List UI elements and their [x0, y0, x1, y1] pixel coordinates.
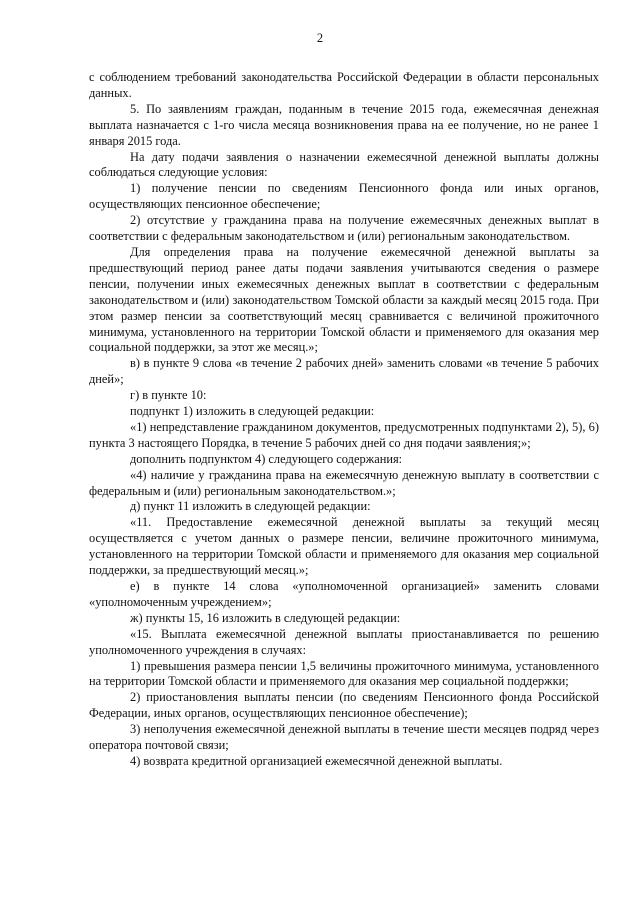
paragraph-15: е) в пункте 14 слова «уполномоченной организацией» заменить словами «уполномоченным учреждением»; [89, 579, 599, 609]
paragraph-2: 5. По заявлениям граждан, поданным в течение 2015 года, ежемесячная денежная выплата назначается с 1-го числа месяца возникновения права на ее получение, но не ранее 1 января 2015 года. [89, 101, 599, 148]
paragraph-19: 2) приостановления выплаты пенсии (по сведениям Пенсионного фонда Российской Федерации, иных органов, осуществляющих пенсионное обеспечение); [89, 690, 599, 721]
paragraph-6: Для определения права на получение ежемесячной денежной выплаты за предшествующий период ранее даты подачи заявления учитываются сведения о размере пенсии, получении иных ежемесячных денежных выплат в соответствии с федеральным законодательством и (или) законодательством Томской области за каждый месяц 2015 года. При этом размер пенсии за соответствующий месяц сравнивается с величиной прожиточного минимума, установленного на территории Томской области и применяемого для оказания мер социальной поддержки, за этот же месяц.»; [89, 244, 599, 355]
paragraph-11: дополнить подпунктом 4) следующего содержания: [130, 451, 403, 466]
paragraph-9: подпункт 1) изложить в следующей редакции: [130, 404, 375, 419]
paragraph-10: «1) непредставление гражданином документов, предусмотренных подпунктами 2), 5), 6) пункта 3 настоящего Порядка, в течение 5 рабочих дней со дня подачи заявления;»; [89, 419, 599, 450]
paragraph-13: д) пункт 11 изложить в следующей редакции: [130, 499, 371, 514]
paragraph-4: 1) получение пенсии по сведениям Пенсионного фонда или иных органов, осуществляющих пенсионное обеспечение; [89, 181, 599, 212]
paragraph-3: На дату подачи заявления о назначении ежемесячной денежной выплаты должны соблюдаться следующие условия: [89, 149, 599, 180]
paragraph-21: 4) возврата кредитной организацией ежемесячной денежной выплаты. [130, 753, 503, 768]
paragraph-18: 1) превышения размера пенсии 1,5 величины прожиточного минимума, установленного на территории Томской области и применяемого для оказания мер социальной поддержки; [89, 658, 599, 689]
paragraph-17: «15. Выплата ежемесячной денежной выплаты приостанавливается по решению уполномоченного учреждения в случаях: [89, 626, 599, 657]
paragraph-20: 3) неполучения ежемесячной денежной выплаты в течение шести месяцев подряд через оператора почтовой связи; [89, 722, 599, 753]
paragraph-5: 2) отсутствие у гражданина права на получение ежемесячных денежных выплат в соответствии с федеральным законодательством и (или) региональным законодательством. [89, 213, 599, 244]
paragraph-14: «11. Предоставление ежемесячной денежной выплаты за текущий месяц осуществляется с учетом данных о размере пенсии, величине прожиточного минимума, установленного на территории Томской области и применяемого для оказания мер социальной поддержки, за предшествующий месяц.»; [89, 515, 599, 578]
paragraph-7: в) в пункте 9 слова «в течение 2 рабочих дней» заменить словами «в течение 5 рабочих дней»; [89, 356, 599, 387]
paragraph-12: «4) наличие у гражданина права на ежемесячную денежную выплату в соответствии с федеральным и (или) региональным законодательством.»; [89, 467, 599, 498]
paragraph-16: ж) пункты 15, 16 изложить в следующей редакции: [130, 610, 401, 625]
document-body [89, 70, 599, 770]
paragraph-1: с соблюдением требований законодательства Российской Федерации в области персональных данных. [89, 70, 599, 100]
paragraph-8: г) в пункте 10: [130, 388, 207, 403]
page-number: 2 [316, 31, 324, 45]
